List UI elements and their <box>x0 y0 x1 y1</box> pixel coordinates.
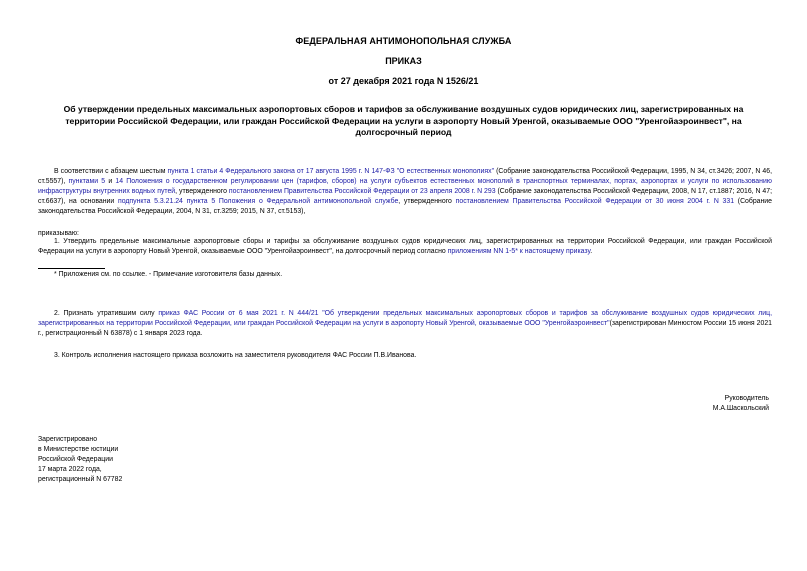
footnote: * Приложения см. по ссылке. - Примечание изготовителя базы данных. <box>54 271 283 278</box>
document-date: от 27 декабря 2021 года N 1526/21 <box>328 76 479 86</box>
registration-line-3: Российской Федерации <box>38 456 113 463</box>
preamble-text-5: (Собрание законодательства Российской Федерации, 2008, N 17, ст.1887; 2016, N 47; ст.6637), на основании <box>38 188 772 205</box>
item-1-text-2: . <box>590 248 593 255</box>
document-type: ПРИКАЗ <box>385 56 422 66</box>
agency-name: ФЕДЕРАЛЬНАЯ АНТИМОНОПОЛЬНАЯ СЛУЖБА <box>295 36 512 46</box>
item-3: 3. Контроль исполнения настоящего приказа возложить на заместителя руководителя ФАС России П.В.Иванова. <box>54 352 417 359</box>
link-order-444[interactable]: приказ ФАС России от 6 мая 2021 г. N 444/21 "Об утверждении предельных максимальных аэропортовых сборов и тарифов за обслуживание воздушных судов юридических лиц, зарегистрированных на территории Российской Федерации, или граждан Российской Федерации на услуги в аэропорту Новый Уренгой, оказываемые ООО "Уренгойаэроинвест" <box>38 310 772 327</box>
preamble-paragraph <box>38 167 772 217</box>
item-2 <box>38 309 772 339</box>
registration-line-4: 17 марта 2022 года, <box>38 466 102 473</box>
item-1-text-1: 1. Утвердить предельные максимальные аэропортовые сборы и тарифы за обслуживание воздушных судов юридических лиц, зарегистрированных на территории Российской Федерации, или граждан Российской Федерации на услуги в аэропорту Новый Уренгой, оказываемые ООО "Уренгойаэроинвест", на долгосрочный период согласно <box>38 238 772 255</box>
link-federal-law-147[interactable]: пункта 1 статьи 4 Федерального закона от 17 августа 1995 г. N 147-ФЗ "О естественных монополиях" <box>167 168 495 175</box>
order-word: приказываю: <box>38 230 79 237</box>
registration-line-5: регистрационный N 67782 <box>38 476 123 483</box>
link-resolution-293[interactable]: постановлением Правительства Российской Федерации от 23 апреля 2008 г. N 293 <box>228 188 496 195</box>
signature-role: Руководитель <box>724 395 769 402</box>
registration-block <box>38 435 122 485</box>
preamble-text-2: (Собрание законодательства Российской Федерации, 1995, N 34, ст.3426; 2007, N 46, ст.5557), <box>38 168 772 185</box>
registration-line-2: в Министерстве юстиции <box>38 446 119 453</box>
item-2-text-1: 2. Признать утратившим силу <box>54 310 159 317</box>
link-appendices[interactable]: приложениям NN 1-5* к настоящему приказу <box>447 248 591 255</box>
preamble-text-4: , утвержденного <box>175 188 229 195</box>
footnote-separator <box>38 268 105 269</box>
preamble-text-3: и <box>105 178 116 185</box>
item-2-text-2: (зарегистрирован Минюстом России 15 июня 2021 г., регистрационный N 63878) с 1 января 2023 года. <box>38 320 772 337</box>
signature-name: М.А.Шаскольский <box>712 405 769 412</box>
link-point-5[interactable]: пунктами 5 <box>68 178 106 185</box>
link-regulation-14[interactable]: 14 Положения о государственном регулировании цен (тарифов, сборов) на услуги субъектов естественных монополий в транспортных терминалах, портах, аэропортах и услуги по использованию инфраструктуры внутренних водных путей <box>38 178 772 195</box>
link-fas-regulation[interactable]: подпункта 5.3.21.24 пункта 5 Положения о Федеральной антимонопольной службе <box>117 198 399 205</box>
document-title: Об утверждении предельных максимальных аэропортовых сборов и тарифов за обслуживание воздушных судов юридических лиц, зарегистрированных на территории Российской Федерации, или граждан Российской Федерации на услуги в аэропорту Новый Уренгой, оказываемые ООО "Уренгойаэроинвест", на долгосрочный период <box>63 104 744 137</box>
preamble-text-6: , утвержденного <box>398 198 456 205</box>
preamble-text-7: (Собрание законодательства Российской Федерации, 2004, N 31, ст.3259; 2015, N 37, ст.5153), <box>38 198 772 215</box>
item-1 <box>38 237 772 257</box>
registration-line-1: Зарегистрировано <box>38 436 98 443</box>
link-resolution-331[interactable]: постановлением Правительства Российской Федерации от 30 июня 2004 г. N 331 <box>455 198 735 205</box>
signature-block <box>713 394 769 414</box>
preamble-text-1: В соответствии с абзацем шестым <box>54 168 168 175</box>
